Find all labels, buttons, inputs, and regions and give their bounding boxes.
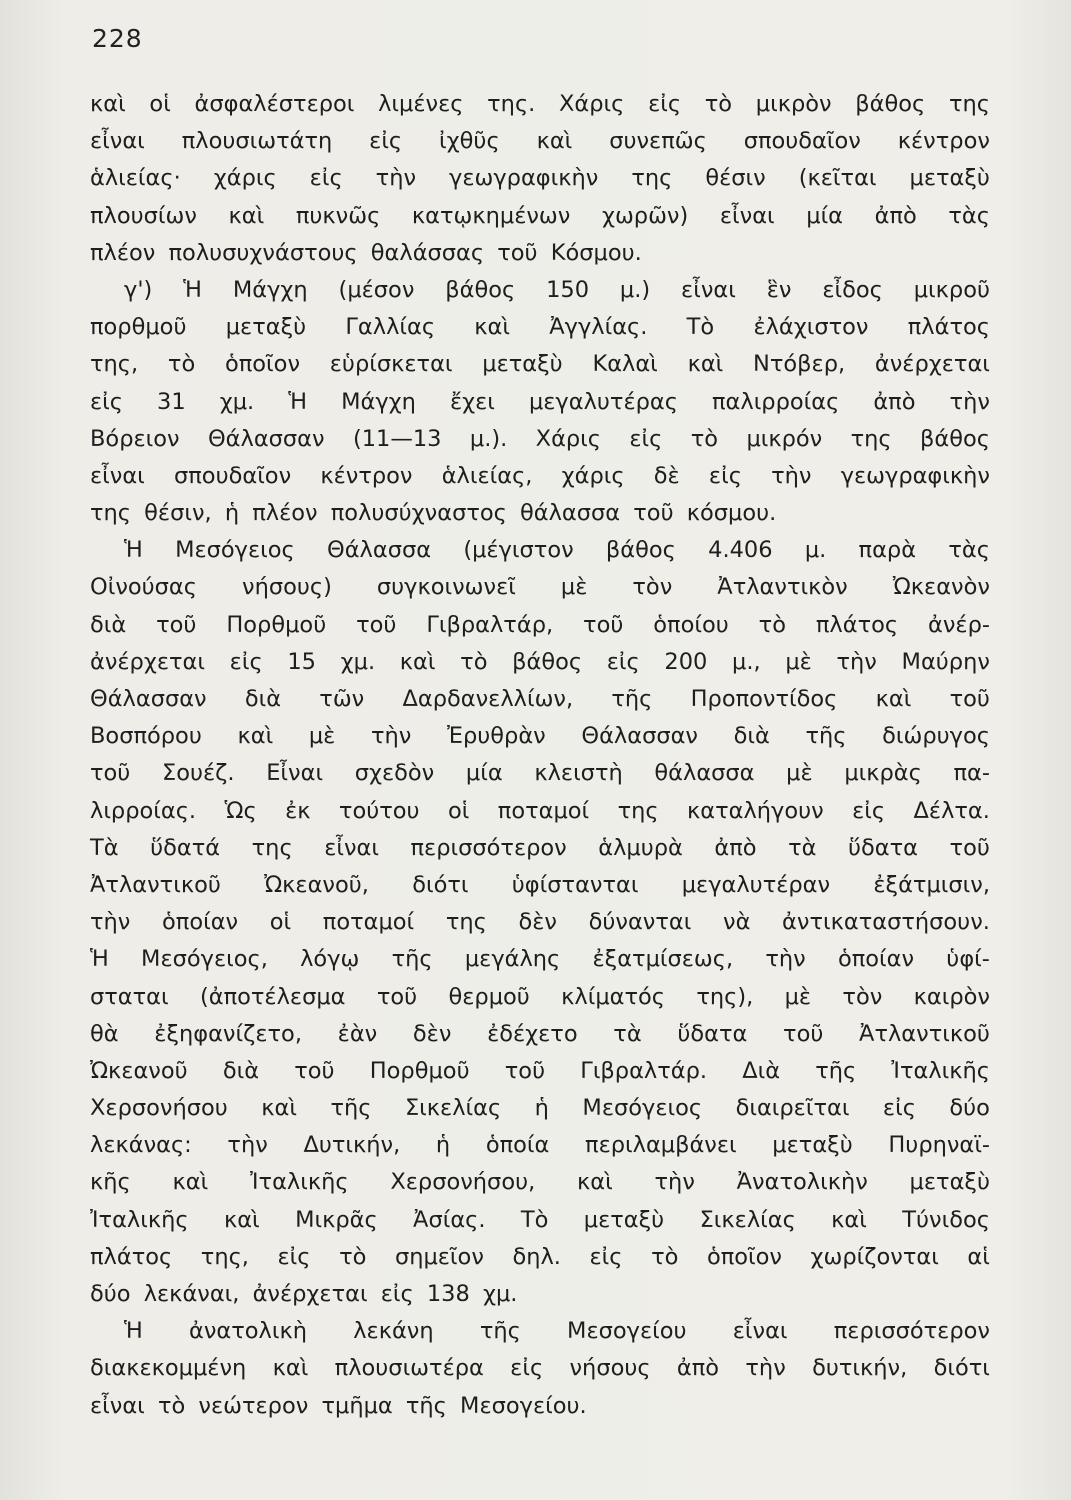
- text-line: τὴν ὁποίαν οἱ ποταμοί της δὲν δύνανται νὰ ἀντικαταστήσουν.: [90, 909, 990, 936]
- text-line: της θέσιν, ἡ πλέον πολυσύχναστος θάλασσα τοῦ κόσμου.: [90, 500, 777, 527]
- text-line: ἁλιείας· χάρις εἰς τὴν γεωγραφικὴν της θέσιν (κεῖται μεταξὺ: [90, 165, 990, 192]
- text-line: εἰς 31 χμ. Ἡ Μάγχη ἔχει μεγαλυτέρας παλιρροίας ἀπὸ τὴν: [90, 388, 990, 415]
- text-line: Τὰ ὕδατά της εἶναι περισσότερον ἁλμυρὰ ἀπὸ τὰ ὕδατα τοῦ: [90, 834, 990, 861]
- text-line: πορθμοῦ μεταξὺ Γαλλίας καὶ Ἀγγλίας. Τὸ ἐλάχιστον πλάτος: [90, 314, 990, 341]
- text-line: λιρροίας. Ὡς ἐκ τούτου οἱ ποταμοί της καταλήγουν εἰς Δέλτα.: [90, 797, 990, 824]
- text-line: διακεκομμένη καὶ πλουσιωτέρα εἰς νήσους ἀπὸ τὴν δυτικήν, διότι: [90, 1355, 990, 1382]
- page-number: 228: [92, 24, 143, 53]
- text-line: καὶ οἱ ἀσφαλέστεροι λιμένες της. Χάρις εἰς τὸ μικρὸν βάθος της: [90, 91, 990, 117]
- text-line: Ἡ Μεσόγειος Θάλασσα (μέγιστον βάθος 4.406 μ. παρὰ τὰς: [124, 537, 990, 564]
- text-line: πλέον πολυσυχνάστους θαλάσσας τοῦ Κόσμου.: [90, 239, 642, 266]
- text-line: εἶναι πλουσιωτάτη εἰς ἰχθῦς καὶ συνεπῶς σπουδαῖον κέντρον: [90, 128, 990, 155]
- text-line: ἀνέρχεται εἰς 15 χμ. καὶ τὸ βάθος εἰς 200 μ., μὲ τὴν Μαύρην: [90, 648, 990, 675]
- text-line: Οἰνούσας νήσους) συγκοινωνεῖ μὲ τὸν Ἀτλαντικὸν Ὠκεανὸν: [90, 574, 990, 601]
- text-line: εἶναι τὸ νεώτερον τμῆμα τῆς Μεσογείου.: [90, 1392, 587, 1419]
- text-line: διὰ τοῦ Πορθμοῦ τοῦ Γιβραλτάρ, τοῦ ὁποίου τὸ πλάτος ἀνέρ-: [90, 611, 990, 638]
- text-line: θὰ ἐξηφανίζετο, ἐὰν δὲν ἐδέχετο τὰ ὕδατα τοῦ Ἀτλαντικοῦ: [90, 1020, 990, 1047]
- text-line: κῆς καὶ Ἰταλικῆς Χερσονήσου, καὶ τὴν Ἀνατολικὴν μεταξὺ: [90, 1169, 990, 1196]
- text-line: πλάτος της, εἰς τὸ σημεῖον δηλ. εἰς τὸ ὁποῖον χωρίζονται αἱ: [90, 1243, 990, 1270]
- text-line: Ἀτλαντικοῦ Ὠκεανοῦ, διότι ὑφίστανται μεγαλυτέραν ἐξάτμισιν,: [90, 871, 990, 898]
- body-text: [90, 86, 990, 1425]
- text-line: Θάλασσαν διὰ τῶν Δαρδανελλίων, τῆς Προποντίδος καὶ τοῦ: [90, 686, 990, 712]
- text-line: σταται (ἀποτέλεσμα τοῦ θερμοῦ κλίματός της), μὲ τὸν καιρὸν: [90, 983, 990, 1010]
- text-line: πλουσίων καὶ πυκνῶς κατῳκημένων χωρῶν) εἶναι μία ἀπὸ τὰς: [90, 202, 990, 229]
- text-line: Βόρειον Θάλασσαν (11—13 μ.). Χάρις εἰς τὸ μικρόν της βάθος: [90, 425, 990, 452]
- text-line: δύο λεκάναι, ἀνέρχεται εἰς 138 χμ.: [90, 1281, 518, 1307]
- text-line: εἶναι σπουδαῖον κέντρον ἁλιείας, χάρις δὲ εἰς τὴν γεωγραφικὴν: [90, 462, 990, 489]
- text-line: Ἡ ἀνατολικὴ λεκάνη τῆς Μεσογείου εἶναι περισσότερον: [124, 1318, 990, 1345]
- text-line: Ἰταλικῆς καὶ Μικρᾶς Ἀσίας. Τὸ μεταξὺ Σικελίας καὶ Τύνιδος: [90, 1206, 990, 1233]
- text-line: Ὠκεανοῦ διὰ τοῦ Πορθμοῦ τοῦ Γιβραλτάρ. Διὰ τῆς Ἰταλικῆς: [90, 1057, 990, 1084]
- text-line: τοῦ Σουέζ. Εἶναι σχεδὸν μία κλειστὴ θάλασσα μὲ μικρὰς πα-: [90, 760, 990, 787]
- text-line: λεκάνας: τὴν Δυτικήν, ἡ ὁποία περιλαμβάνει μεταξὺ Πυρηναϊ-: [90, 1132, 990, 1159]
- text-line: Χερσονήσου καὶ τῆς Σικελίας ἡ Μεσόγειος διαιρεῖται εἰς δύο: [90, 1095, 990, 1122]
- text-line: της, τὸ ὁποῖον εὑρίσκεται μεταξὺ Καλαὶ καὶ Ντόβερ, ἀνέρχεται: [90, 351, 990, 378]
- text-line: Βοσπόρου καὶ μὲ τὴν Ἐρυθρὰν Θάλασσαν διὰ τῆς διώρυγος: [90, 723, 990, 750]
- text-line: Ἡ Μεσόγειος, λόγῳ τῆς μεγάλης ἐξατμίσεως, τὴν ὁποίαν ὑφί-: [90, 946, 990, 973]
- text-line: γ') Ἡ Μάγχη (μέσον βάθος 150 μ.) εἶναι ἓν εἶδος μικροῦ: [124, 276, 990, 303]
